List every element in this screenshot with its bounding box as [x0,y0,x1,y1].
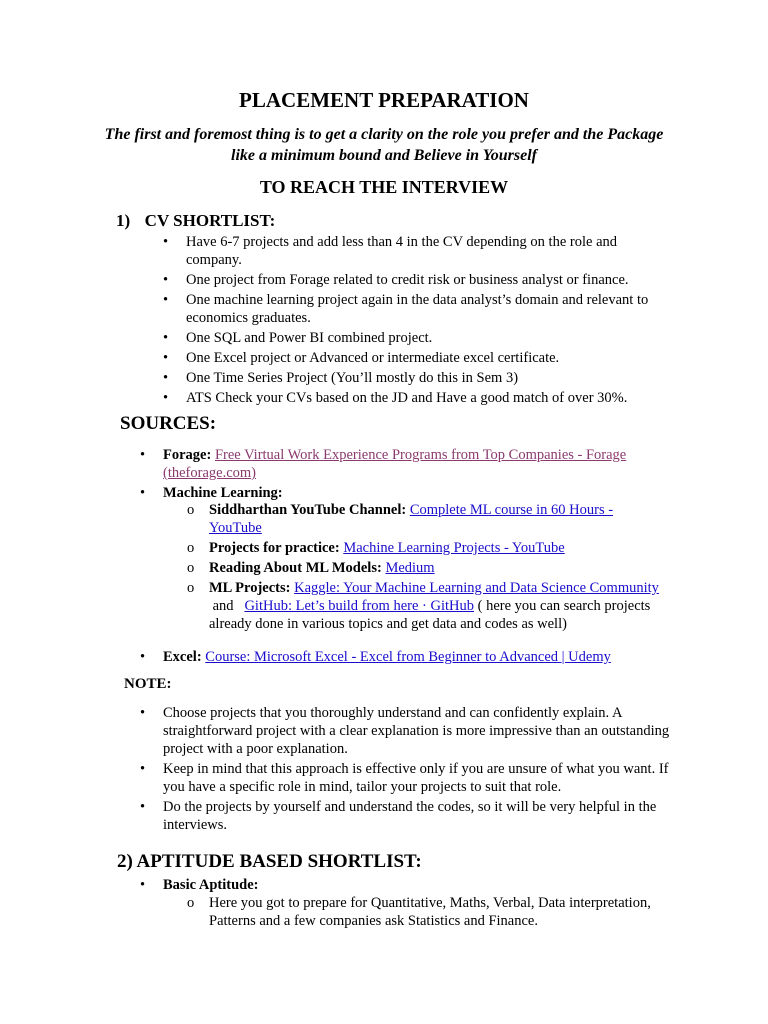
cv-section-heading [116,211,275,231]
list-item [187,559,668,577]
and-text: and [212,598,234,614]
practice-label: Projects for practice: [209,540,340,556]
list-item: • Keep in mind that this approach is effective only if you are unsure of what you want. If you have a specific role in mind, tailor your projects to suit that role. [140,761,669,795]
aptitude-sublist [187,894,668,932]
page-title: PLACEMENT PREPARATION [239,88,529,112]
kaggle-link[interactable]: Kaggle: Your Machine Learning and Data Science Community [294,580,659,596]
circle-bullet-icon: o [187,560,195,576]
list-item: • Choose projects that you thoroughly understand and can confidently explain. A straightforward project with a clear explanation is more impressive than an outstanding project with a poor explanation. [140,705,670,757]
bullet-icon: • [140,761,146,777]
bullet-icon: • [163,330,169,346]
list-item [140,446,668,482]
bullet-icon: • [140,447,146,463]
ml-sublist [187,501,668,635]
list-item: • One Excel project or Advanced or intermediate excel certificate. [163,350,560,366]
list-item [187,539,668,557]
list-item [187,501,668,537]
list-item: • One Time Series Project (You’ll mostly do this in Sem 3) [163,370,519,386]
list-item: • Do the projects by yourself and understand the codes, so it will be very helpful in the interviews. [140,799,657,833]
list-item [187,579,668,633]
cv-list [163,233,668,409]
bullet-icon: • [140,485,146,501]
bullet-icon: • [163,370,169,386]
excel-label: Excel: [163,649,202,665]
circle-bullet-icon: o [187,540,195,556]
practice-link[interactable]: Machine Learning Projects - YouTube [343,540,565,556]
bullet-icon: • [140,877,146,893]
forage-label: Forage: [163,447,212,463]
list-item [140,484,668,502]
list-item: • Have 6-7 projects and add less than 4 in the CV depending on the role and company. [163,234,617,268]
circle-bullet-icon: o [187,580,195,596]
basic-aptitude-label: Basic Aptitude: [163,877,259,893]
aptitude-section-title: APTITUDE BASED SHORTLIST: [136,851,422,872]
bullet-icon: • [163,272,169,288]
bullet-icon: • [140,705,146,721]
machine-learning-label: Machine Learning: [163,485,283,501]
section-subtitle: TO REACH THE INTERVIEW [259,177,509,197]
bullet-icon: • [163,292,169,308]
bullet-icon: • [163,234,169,250]
intro-text: The first and foremost thing is to get a clarity on the role you prefer and the Package like a minimum bound and Believe in Yourself [104,126,664,164]
aptitude-section-number: 2) [117,851,133,872]
forage-link[interactable]: Free Virtual Work Experience Programs from Top Companies - Forage (theforage.com) [163,447,627,481]
medium-link[interactable]: Medium [385,560,435,576]
github-link[interactable]: GitHub: Let’s build from here · GitHub [244,598,474,614]
list-item [140,876,668,894]
list-item: • One SQL and Power BI combined project. [163,330,433,346]
ml-projects-label: ML Projects: [209,580,291,596]
bullet-icon: • [163,390,169,406]
bullet-icon: • [140,799,146,815]
list-item [140,648,668,666]
circle-bullet-icon: o [187,895,195,911]
cv-section-number: 1) [116,211,131,230]
aptitude-list [140,876,668,896]
siddharthan-link[interactable]: Complete ML course in 60 Hours - YouTube [209,502,614,536]
excel-list [140,648,668,668]
excel-link[interactable]: Course: Microsoft Excel - Excel from Beginner to Advanced | Udemy [205,649,611,665]
siddharthan-label: Siddharthan YouTube Channel: [209,502,407,518]
bullet-icon: • [163,350,169,366]
circle-bullet-icon: o [187,502,195,518]
cv-section-title: CV SHORTLIST: [144,211,276,230]
aptitude-section-heading [117,851,422,873]
list-item: • One project from Forage related to credit risk or business analyst or finance. [163,272,629,288]
reading-label: Reading About ML Models: [209,560,382,576]
sources-heading: SOURCES: [120,413,217,434]
note-list [140,704,673,836]
ml-projects-tail: ( here you can search projects already done in various topics and get data and codes as well) [209,598,651,632]
note-heading: NOTE: [124,676,172,692]
sources-list [140,446,668,504]
list-item: o Here you got to prepare for Quantitative, Maths, Verbal, Data interpretation, Patterns and a few companies ask Statistics and Finance. [187,895,651,929]
list-item: • One machine learning project again in the data analyst’s domain and relevant to economics graduates. [163,292,649,326]
list-item: • ATS Check your CVs based on the JD and Have a good match of over 30%. [163,390,628,406]
bullet-icon: • [140,649,146,665]
